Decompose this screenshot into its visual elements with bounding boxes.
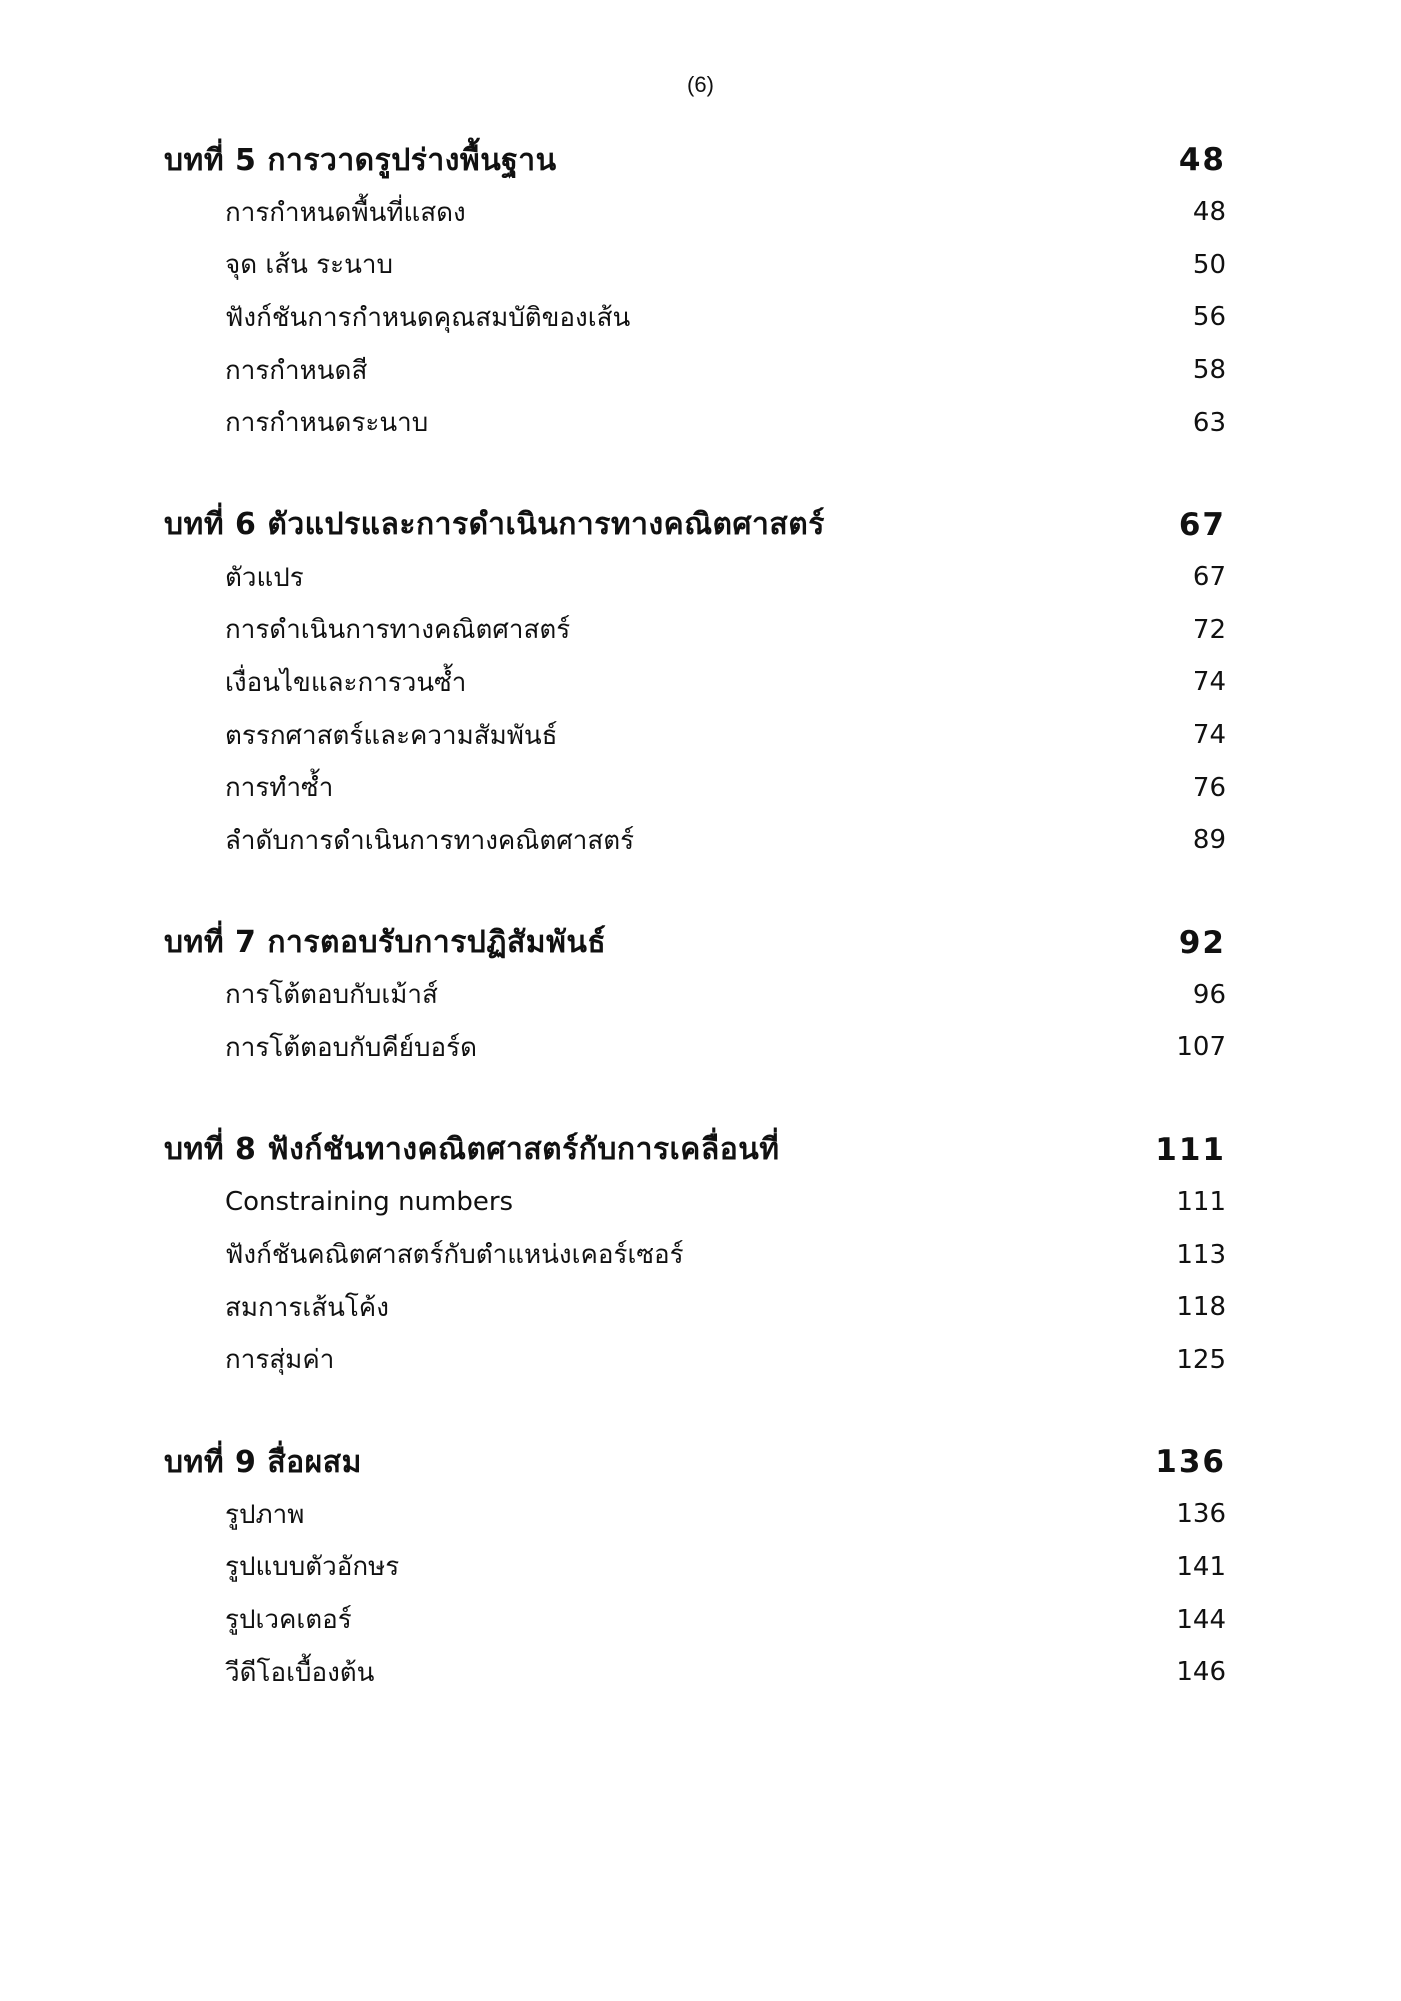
- entry-title: การกำหนดระนาบ: [225, 408, 429, 439]
- entry-page: 96: [1192, 979, 1226, 1010]
- toc-entry[interactable]: [164, 1021, 1226, 1074]
- entry-page: 74: [1192, 667, 1226, 698]
- entry-title: ฟังก์ชันคณิตศาสตร์กับตำแหน่งเคอร์เซอร์: [225, 1240, 684, 1271]
- toc-entry[interactable]: [164, 1176, 1226, 1229]
- entry-page: 107: [1176, 1032, 1226, 1063]
- chapter-heading[interactable]: [164, 917, 1226, 969]
- entry-page: 48: [1192, 197, 1226, 228]
- toc-entry[interactable]: [164, 604, 1226, 657]
- entry-title: การดำเนินการทางคณิตศาสตร์: [225, 615, 571, 646]
- entry-title: ลำดับการดำเนินการทางคณิตศาสตร์: [225, 825, 635, 856]
- toc-entry[interactable]: [164, 239, 1226, 292]
- toc-entry[interactable]: [164, 396, 1226, 449]
- entry-page: 76: [1192, 772, 1226, 803]
- entry-page: 56: [1192, 302, 1226, 333]
- entry-title: ตัวแปร: [225, 562, 304, 593]
- entry-page: 67: [1192, 562, 1226, 593]
- toc-entry[interactable]: [164, 1593, 1226, 1646]
- entry-page: 118: [1176, 1292, 1226, 1323]
- chapter-page: 92: [1178, 924, 1226, 961]
- entry-page: 72: [1192, 614, 1226, 645]
- entry-page: 141: [1176, 1551, 1226, 1582]
- chapter-title: บทที่ 7 การตอบรับการปฏิสัมพันธ์: [164, 925, 607, 961]
- toc-entry[interactable]: [164, 291, 1226, 344]
- toc-entry[interactable]: [164, 656, 1226, 709]
- entry-title: การกำหนดสี: [225, 355, 368, 386]
- toc-entry[interactable]: [164, 1488, 1226, 1541]
- entry-page: 74: [1192, 720, 1226, 751]
- entry-title: จุด เส้น ระนาบ: [225, 250, 393, 281]
- toc-entry[interactable]: [164, 969, 1226, 1022]
- entry-title: วีดีโอเบื้องต้น: [225, 1657, 375, 1688]
- toc-entry[interactable]: [164, 186, 1226, 239]
- chapter-8: [164, 1124, 1226, 1386]
- toc-entry[interactable]: [164, 814, 1226, 867]
- entry-title: ฟังก์ชันการกำหนดคุณสมบัติของเส้น: [225, 302, 631, 333]
- entry-page: 50: [1192, 249, 1226, 280]
- entry-page: 63: [1192, 407, 1226, 438]
- chapter-5: [164, 134, 1226, 449]
- entry-page: 111: [1176, 1187, 1226, 1218]
- entry-page: 136: [1176, 1499, 1226, 1530]
- toc-entry[interactable]: [164, 1646, 1226, 1699]
- entry-page: 125: [1176, 1344, 1226, 1375]
- page-number: (6): [687, 72, 714, 97]
- chapter-heading[interactable]: [164, 1436, 1226, 1488]
- entry-title: การกำหนดพื้นที่แสดง: [225, 197, 466, 228]
- table-of-contents: [164, 134, 1226, 1748]
- chapter-page: 48: [1178, 142, 1226, 178]
- chapter-9: [164, 1436, 1226, 1698]
- entry-page: 144: [1176, 1604, 1226, 1635]
- toc-entry[interactable]: [164, 344, 1226, 397]
- chapter-page: 67: [1178, 506, 1226, 543]
- entry-title: การโต้ตอบกับคีย์บอร์ด: [225, 1032, 478, 1063]
- entry-page: 146: [1176, 1657, 1226, 1688]
- entry-title: สมการเส้นโค้ง: [225, 1292, 389, 1323]
- entry-title: รูปแบบตัวอักษร: [225, 1552, 400, 1583]
- entry-title: เงื่อนไขและการวนซ้ำ: [225, 667, 467, 698]
- chapter-title: บทที่ 6 ตัวแปรและการดำเนินการทางคณิตศาสตร์: [164, 507, 825, 543]
- chapter-heading[interactable]: [164, 1124, 1226, 1176]
- toc-entry[interactable]: [164, 1281, 1226, 1334]
- toc-entry[interactable]: [164, 551, 1226, 604]
- entry-page: 113: [1176, 1239, 1226, 1270]
- toc-entry[interactable]: [164, 1228, 1226, 1281]
- entry-title: การโต้ตอบกับเม้าส์: [225, 980, 438, 1011]
- toc-entry[interactable]: [164, 761, 1226, 814]
- chapter-page: 136: [1155, 1444, 1226, 1481]
- chapter-heading[interactable]: [164, 134, 1226, 186]
- entry-title: การทำซ้ำ: [225, 773, 334, 804]
- entry-page: 89: [1192, 825, 1226, 856]
- toc-entry[interactable]: [164, 1334, 1226, 1387]
- entry-title: การสุ่มค่า: [225, 1345, 335, 1376]
- entry-page: 58: [1192, 355, 1226, 386]
- chapter-title: บทที่ 9 สื่อผสม: [164, 1444, 362, 1480]
- toc-entry[interactable]: [164, 709, 1226, 762]
- entry-title: รูปเวคเตอร์: [225, 1605, 352, 1636]
- entry-title: ตรรกศาสตร์และความสัมพันธ์: [225, 720, 558, 751]
- chapter-6: [164, 499, 1226, 867]
- chapter-title: บทที่ 8 ฟังก์ชันทางคณิตศาสตร์กับการเคลื่อนที่: [164, 1132, 780, 1168]
- entry-title: รูปภาพ: [225, 1499, 305, 1530]
- entry-title: Constraining numbers: [225, 1187, 514, 1218]
- chapter-title: บทที่ 5 การวาดรูปร่างพื้นฐาน: [164, 142, 557, 178]
- chapter-heading[interactable]: [164, 499, 1226, 551]
- chapter-page: 111: [1155, 1131, 1226, 1168]
- chapter-7: [164, 917, 1226, 1074]
- toc-entry[interactable]: [164, 1541, 1226, 1594]
